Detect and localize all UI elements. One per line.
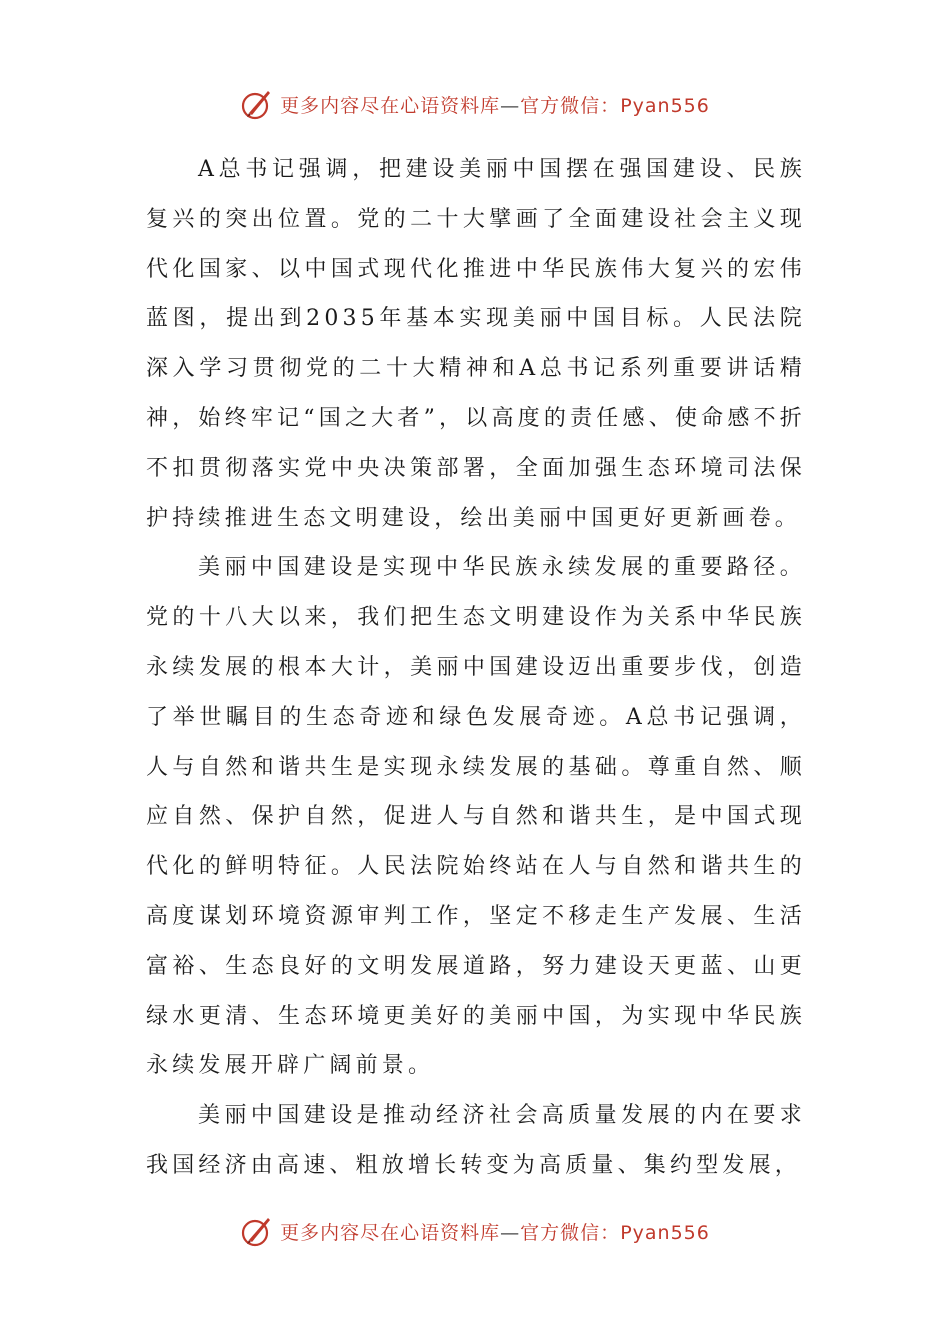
watermark-contact-label: 官方微信： <box>520 1221 621 1244</box>
watermark-contact-label: 官方微信： <box>520 94 621 117</box>
watermark-contact-id: Pyan556 <box>620 1221 710 1244</box>
watermark-text <box>280 1218 710 1245</box>
document-body <box>146 145 806 1191</box>
watermark-text <box>280 91 710 118</box>
watermark-separator: — <box>500 1221 521 1244</box>
watermark-contact-id: Pyan556 <box>620 94 710 117</box>
paragraph-1: A总书记强调，把建设美丽中国摆在强国建设、民族复兴的突出位置。党的二十大擘画了全面建设社会主义现代化国家、以中国式现代化推进中华民族伟大复兴的宏伟蓝图，提出到2035年基本实现美丽中国目标。人民法院深入学习贯彻党的二十大精神和A总书记系列重要讲话精神，始终牢记“国之大者”，以高度的责任感、使命感不折不扣贯彻落实党中央决策部署，全面加强生态环境司法保护持续推进生态文明建设，绘出美丽中国更好更新画卷。 <box>146 157 806 531</box>
footer-watermark <box>0 1213 950 1249</box>
quill-pen-icon <box>240 1214 274 1248</box>
paragraph-2: 美丽中国建设是实现中华民族永续发展的重要路径。党的十八大以来，我们把生态文明建设作为关系中华民族永续发展的根本大计，美丽中国建设迈出重要步伐，创造了举世瞩目的生态奇迹和绿色发展奇迹。A总书记强调，人与自然和谐共生是实现永续发展的基础。尊重自然、顺应自然、保护自然，促进人与自然和谐共生，是中国式现代化的鲜明特征。人民法院始终站在人与自然和谐共生的高度谋划环境资源审判工作，坚定不移走生产发展、生活富裕、生态良好的文明发展道路，努力建设天更蓝、山更绿水更清、生态环境更美好的美丽中国，为实现中华民族永续发展开辟广阔前景。 <box>146 555 806 1079</box>
watermark-brand: 更多内容尽在心语资料库 <box>280 1221 501 1244</box>
watermark-brand: 更多内容尽在心语资料库 <box>280 94 501 117</box>
watermark-separator: — <box>500 94 521 117</box>
quill-pen-icon <box>240 87 274 121</box>
paragraph-3: 美丽中国建设是推动经济社会高质量发展的内在要求我国经济由高速、粗放增长转变为高质量、集约型发展， <box>146 1103 806 1178</box>
header-watermark <box>0 86 950 122</box>
